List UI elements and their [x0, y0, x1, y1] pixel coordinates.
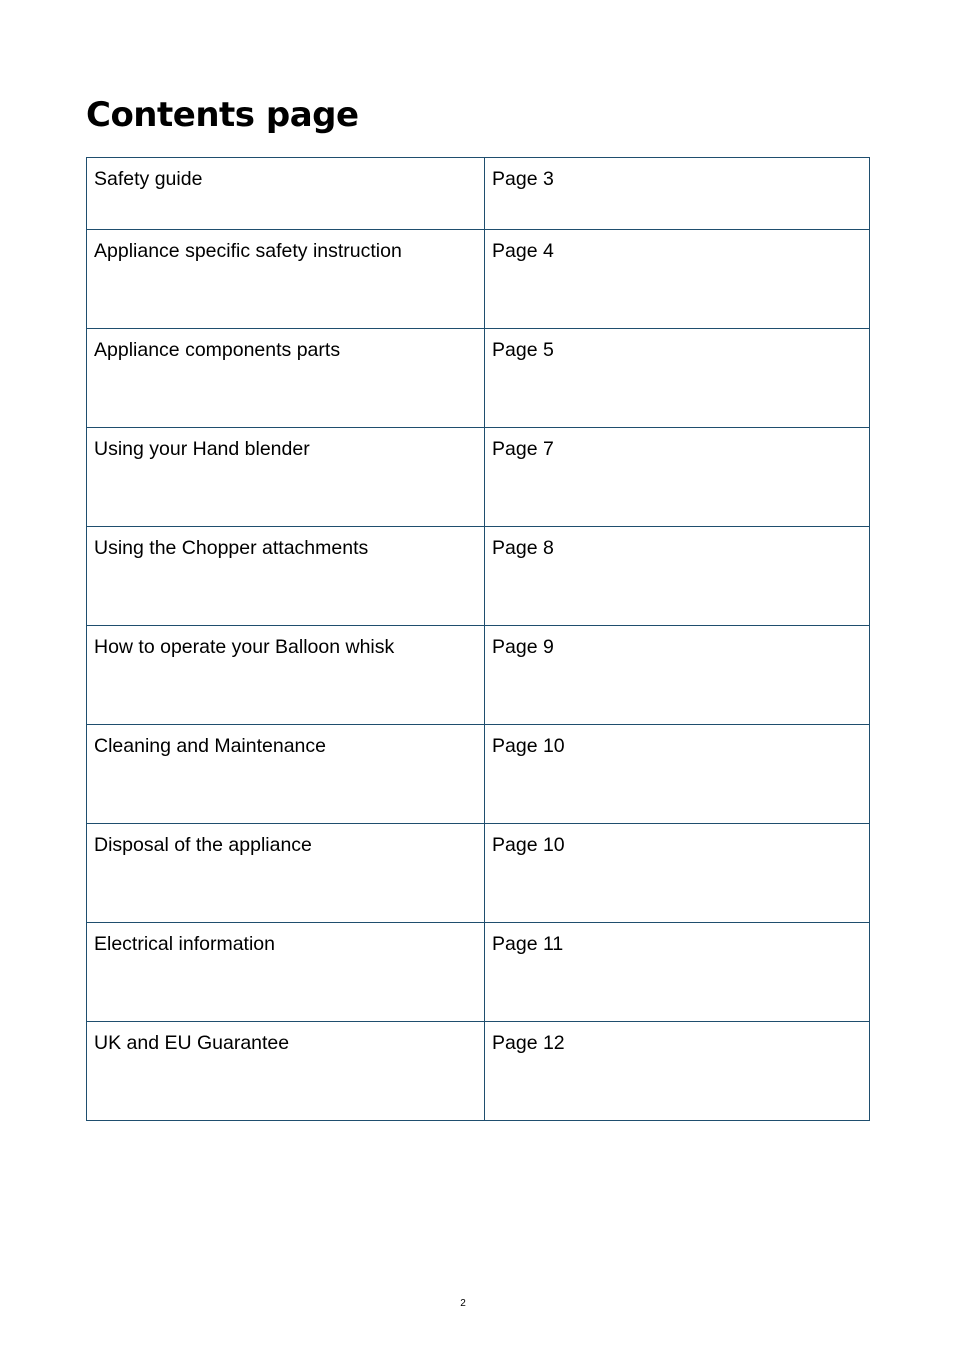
table-row: [87, 626, 870, 725]
section-page: Page 10: [485, 824, 870, 923]
section-title: UK and EU Guarantee: [87, 1022, 485, 1121]
section-title: Disposal of the appliance: [87, 824, 485, 923]
table-row: [87, 824, 870, 923]
section-page: Page 12: [485, 1022, 870, 1121]
table-row: [87, 1022, 870, 1121]
section-title: How to operate your Balloon whisk: [87, 626, 485, 725]
section-title: Electrical information: [87, 923, 485, 1022]
section-title: Using the Chopper attachments: [87, 527, 485, 626]
section-title: Appliance specific safety instruction: [87, 230, 485, 329]
table-row: [87, 230, 870, 329]
section-title: Cleaning and Maintenance: [87, 725, 485, 824]
section-page: Page 11: [485, 923, 870, 1022]
table-row: [87, 725, 870, 824]
table-row: [87, 428, 870, 527]
contents-table: [86, 157, 870, 1121]
table-row: [87, 923, 870, 1022]
page-number: 2: [460, 1298, 466, 1309]
section-title: Appliance components parts: [87, 329, 485, 428]
section-page: Page 3: [485, 158, 870, 230]
table-row: [87, 329, 870, 428]
section-page: Page 8: [485, 527, 870, 626]
section-page: Page 9: [485, 626, 870, 725]
section-page: Page 5: [485, 329, 870, 428]
section-page: Page 4: [485, 230, 870, 329]
table-row: [87, 527, 870, 626]
section-title: Safety guide: [87, 158, 485, 230]
section-page: Page 10: [485, 725, 870, 824]
table-row: [87, 158, 870, 230]
section-title: Using your Hand blender: [87, 428, 485, 527]
section-page: Page 7: [485, 428, 870, 527]
page-title: Contents page: [86, 95, 359, 135]
